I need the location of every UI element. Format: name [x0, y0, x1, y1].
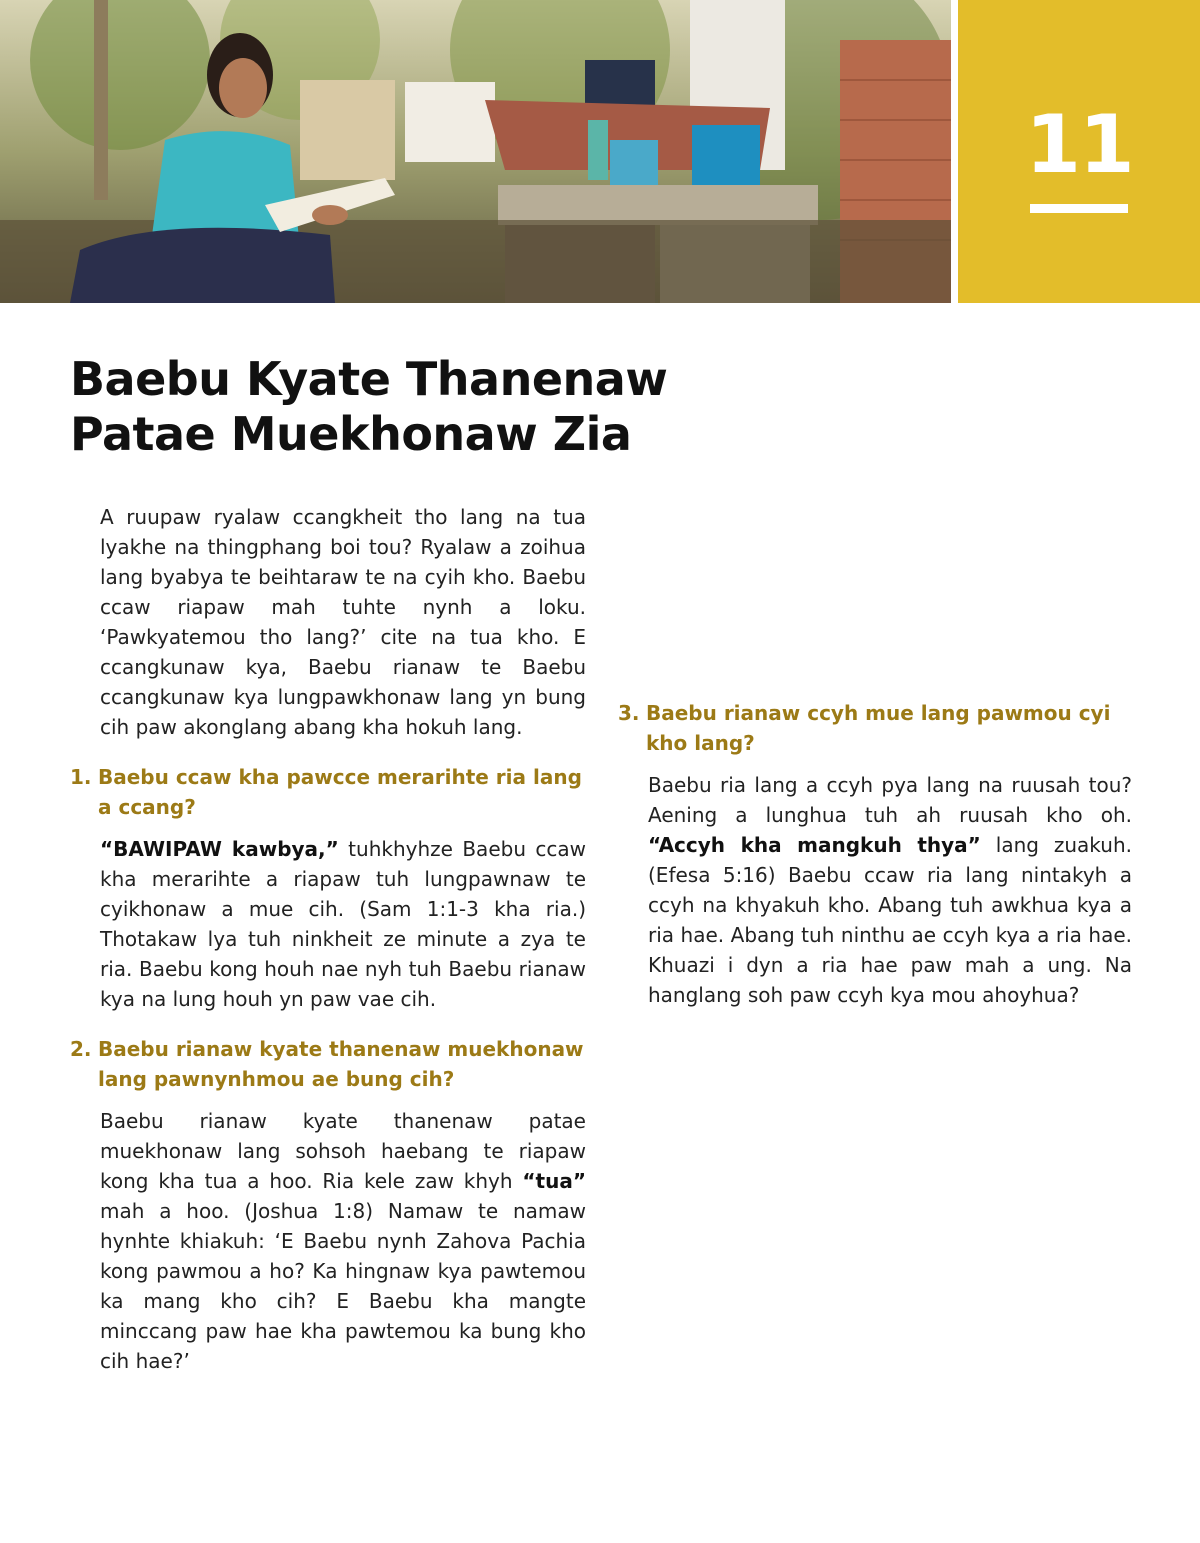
answer-1-bold-lead: “BAWIPAW kawbya,”: [100, 837, 339, 861]
question-2-number: 2.: [70, 1037, 92, 1061]
answer-2-bold: “tua”: [522, 1169, 586, 1193]
right-column: [618, 502, 1132, 1010]
answer-2-paragraph: [100, 1106, 586, 1376]
intro-paragraph: A ruupaw ryalaw ccangkheit tho lang na tua lyakhe na thingphang boi tou? Ryalaw a zoihua lang byabya te beihtaraw te na cyih kho. Baebu ccaw riapaw mah tuhte nynh a loku. ‘Pawkyatemou tho lang?’ cite na tua kho. E ccangkunaw kya, Baebu rianaw te Baebu ccangkunaw kya lungpawkhonaw lang yn bung cih paw akonglang abang kha hokuh lang.: [100, 505, 586, 739]
hero-image: [0, 0, 951, 303]
question-1-text: Baebu ccaw kha pawcce merarihte ria lang a ccang?: [98, 765, 582, 819]
question-1: [70, 762, 586, 822]
question-3-text: Baebu rianaw ccyh mue lang pawmou cyi kho lang?: [646, 701, 1111, 755]
page-title: [70, 352, 710, 462]
answer-3-text-a: Baebu ria lang a ccyh pya lang na ruusah tou? Aening a lunghua tuh ah ruusah kho oh.: [648, 773, 1132, 827]
title-line-2: Patae Muekhonaw Zia: [70, 407, 632, 461]
chapter-underline: [1030, 204, 1128, 213]
answer-3-text-b: lang zuakuh. (Efesa 5:16) Baebu ccaw ria lang nintakyh a ccyh na khyakuh kho. Abang tuh awkhua kya a ria hae. Abang tuh ninthu ae ccyh kya a ria hae. Khuazi i dyn a ria hae paw mah a ung. Na hanglang soh paw ccyh kya mou ahoyhua?: [648, 833, 1132, 1007]
answer-2-text-b: mah a hoo. (Joshua 1:8) Namaw te namaw hynhte khiakuh: ‘E Baebu nynh Zahova Pachia kong pawmou a ho? Ka hingnaw kya pawtemou ka mang kho cih? E Baebu kha mangte minccang paw hae kha pawtemou ka bung kho cih hae?’: [100, 1199, 586, 1373]
left-column: [70, 502, 586, 1376]
title-line-1: Baebu Kyate Thanenaw: [70, 352, 668, 406]
answer-2-text-a: Baebu rianaw kyate thanenaw patae muekhonaw lang sohsoh haebang te riapaw kong kha tua a hoo. Ria kele zaw khyh: [100, 1109, 586, 1193]
woman-reading-bible-photo: [0, 0, 951, 303]
chapter-number-block: [958, 0, 1200, 303]
answer-3-bold: “Accyh kha mangkuh thya”: [648, 833, 981, 857]
question-3: [618, 698, 1132, 758]
question-2-text: Baebu rianaw kyate thanenaw muekhonaw lang pawnynhmou ae bung cih?: [98, 1037, 584, 1091]
question-2: [70, 1034, 586, 1094]
answer-1-paragraph: [100, 834, 586, 1014]
chapter-number: 11: [1025, 98, 1133, 191]
answer-1-text: tuhkhyhze Baebu ccaw kha merarihte a riapaw tuh lungpawnaw te cyikhonaw a mue cih. (Sam 1:1-3 kha ria.) Thotakaw lya tuh ninkheit ze minute a zya te ria. Baebu kong houh nae nyh tuh Baebu rianaw kya na lung houh yn paw vae cih.: [100, 837, 586, 1011]
question-3-number: 3.: [618, 701, 640, 725]
answer-3-paragraph: [648, 770, 1132, 1010]
question-1-number: 1.: [70, 765, 92, 789]
